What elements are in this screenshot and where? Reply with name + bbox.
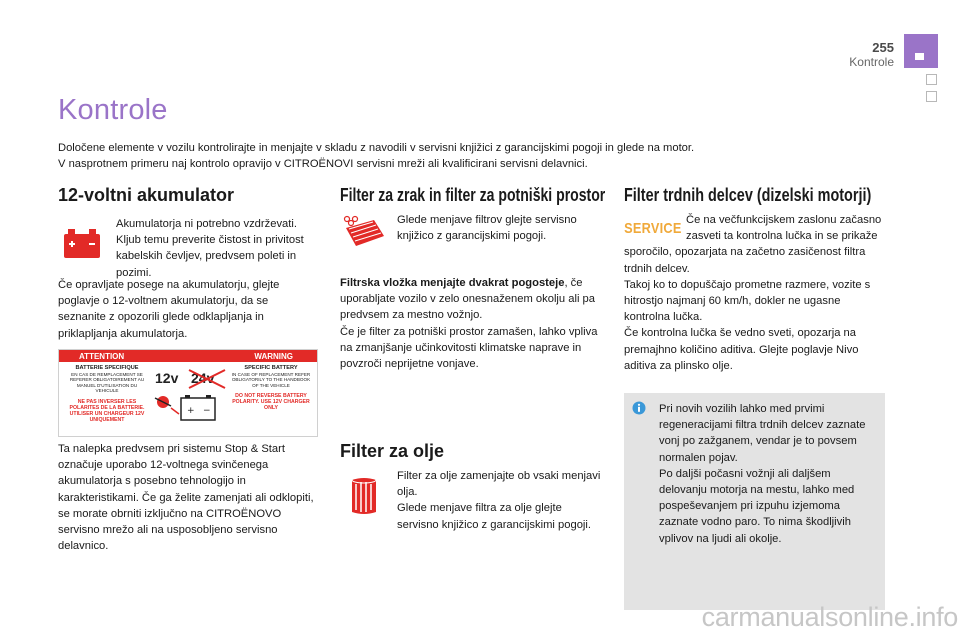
- service-label: SERVICE: [624, 219, 682, 237]
- air-filter-icon: [340, 212, 388, 260]
- air-filter-text-3: Če je filter za potniški prostor zamašen, lahko vpliva na zmanjšanje učinkovitosti klimatske naprave in povzroči neprijetne vonjave.: [340, 325, 598, 371]
- battery-icon: [58, 218, 106, 266]
- chapter-tab-empty-1[interactable]: [926, 74, 937, 85]
- battery-text-1: Akumulatorja ni potrebno vzdrževati. Kljub temu preverite čistost in privitost kabelskih čevljev, predvsem poleti in pozimi.: [116, 218, 304, 279]
- watermark: carmanualsonline.info: [701, 602, 958, 632]
- air-filter-bold: Filtrska vložka menjajte dvakrat pogosteje: [340, 277, 565, 289]
- page-number: 255: [872, 40, 894, 55]
- oil-filter-text: [397, 468, 602, 533]
- info-note-text-1: Pri novih vozilih lahko med prvimi regeneracijami filtra trdnih delcev zaznate vonj po zažganem, vendar je to povsem normalen pojav.: [659, 403, 866, 464]
- label-en-head: SPECIFIC BATTERY: [244, 365, 298, 371]
- intro-line-2: V nasprotnem primeru naj kontrolo opravijo v CITROËNOVI servisni mreži ali kvalificirani servisni delavnici.: [58, 158, 588, 170]
- label-fr-head: BATTERIE SPECIFIQUE: [75, 365, 139, 371]
- particle-filter-text: [624, 212, 886, 374]
- page-title: Kontrole: [58, 94, 168, 126]
- service-icon-spacer: [624, 212, 686, 244]
- particle-filter-heading: Filter trdnih delcev (dizelski motorji): [624, 185, 872, 205]
- info-note-text-2: Po daljši počasni vožnji ali daljšem delovanju motorja na mestu, lahko med pospeševanjem pri izpuhu izjemoma zaznate vodno paro. To nima škodljivih vplivov na ljudi ali okolje.: [659, 467, 855, 545]
- label-24v: 24v: [191, 370, 215, 386]
- air-filter-heading: Filter za zrak in filter za potniški prostor: [340, 185, 606, 205]
- label-fr-block: [65, 365, 149, 423]
- battery-warning-label: [58, 349, 318, 437]
- label-attention: ATTENTION: [79, 351, 125, 361]
- label-fr-warn: NE PAS INVERSER LES POLARITES DE LA BATTERIE. UTILISER UN CHARGEUR 12V UNIQUEMENT: [69, 398, 145, 423]
- oil-filter-text-1: Filter za olje zamenjajte ob vsaki menjavi olja.: [397, 470, 601, 499]
- oil-filter-heading: Filter za olje: [340, 441, 445, 461]
- battery-text-2: Če opravljate posege na akumulatorju, glejte poglavje o 12-voltnem akumulatorju, da se seznanite z opozorili glede odklapljanja in priklapljanja akumulatorja.: [58, 279, 280, 340]
- label-center: [151, 368, 227, 432]
- oil-filter-icon: [340, 470, 388, 518]
- label-12v: 12v: [155, 370, 179, 386]
- chapter-tab-empty-2[interactable]: [926, 91, 937, 102]
- label-en-block: [229, 365, 313, 411]
- chapter-tab[interactable]: [904, 34, 938, 68]
- battery-heading: 12-voltni akumulator: [58, 185, 235, 205]
- info-note-box: [624, 393, 885, 610]
- air-filter-text-2-rest: , če uporabljate vozilo v zelo onesnaženem okolju ali pa predvsem za mestno vožnjo.: [340, 277, 595, 322]
- particle-filter-text-1: Če na večfunkcijskem zaslonu začasno zasveti ta kontrolna lučka in se prikaže sporočilo, opozarjata na začetno zasičenost filtra trdnih delcev.: [624, 214, 882, 275]
- svg-text:−: −: [203, 406, 211, 416]
- label-band: [59, 350, 317, 362]
- intro-line-1: Določene elemente v vozilu kontrolirajte in menjajte v skladu z navodili v servisni knjižici z garancijskimi pogoji in glede na motor.: [58, 142, 695, 154]
- particle-filter-text-2: Takoj ko to dopuščajo prometne razmere, vozite s hitrostjo najmanj 60 km/h, dokler ne ugasne kontrolna lučka.: [624, 278, 871, 324]
- label-pictograms: [151, 368, 227, 432]
- info-icon: [632, 401, 646, 420]
- label-warning: WARNING: [254, 351, 293, 361]
- particle-filter-text-3: Če kontrolna lučka še vedno sveti, opozarja na premajhno količino aditiva. Glejte poglavje Nivo aditiva za plinsko olje.: [624, 327, 859, 372]
- label-en-sub: IN CASE OF REPLACEMENT REFER OBLIGATORILY TO THE HANDBOOK OF THE VEHICLE: [231, 372, 311, 388]
- air-filter-text-2: [340, 275, 602, 372]
- svg-text:+: +: [187, 406, 195, 416]
- oil-filter-text-2: Glede menjave filtra za olje glejte servisno knjižico z garancijskimi pogoji.: [397, 502, 591, 531]
- chapter-tab-marker: [915, 53, 924, 60]
- section-name: Kontrole: [849, 55, 894, 69]
- intro-text: [58, 140, 898, 172]
- battery-text-3: Ta nalepka predvsem pri sistemu Stop & Start označuje uporabo 12-voltnega svinčenega akumulatorja s posebno tehnologijo in karakteristikami. Če ga želite zamenjati ali odklopiti, se morate obrniti izključno na CITROËNOVO servisno mrežo ali na usposobljeno servisno delavnico.: [58, 443, 314, 553]
- label-fr-sub: EN CAS DE REMPLACEMENT SE REFERER OBLIGATOIREMENT AU MANUEL D'UTILISATION DU VEHICULE: [69, 372, 145, 394]
- label-en-warn: DO NOT REVERSE BATTERY POLARITY. USE 12V CHARGER ONLY: [232, 393, 310, 412]
- air-filter-text-1: Glede menjave filtrov glejte servisno knjižico z garancijskimi pogoji.: [397, 214, 577, 243]
- info-note-text: [659, 401, 879, 547]
